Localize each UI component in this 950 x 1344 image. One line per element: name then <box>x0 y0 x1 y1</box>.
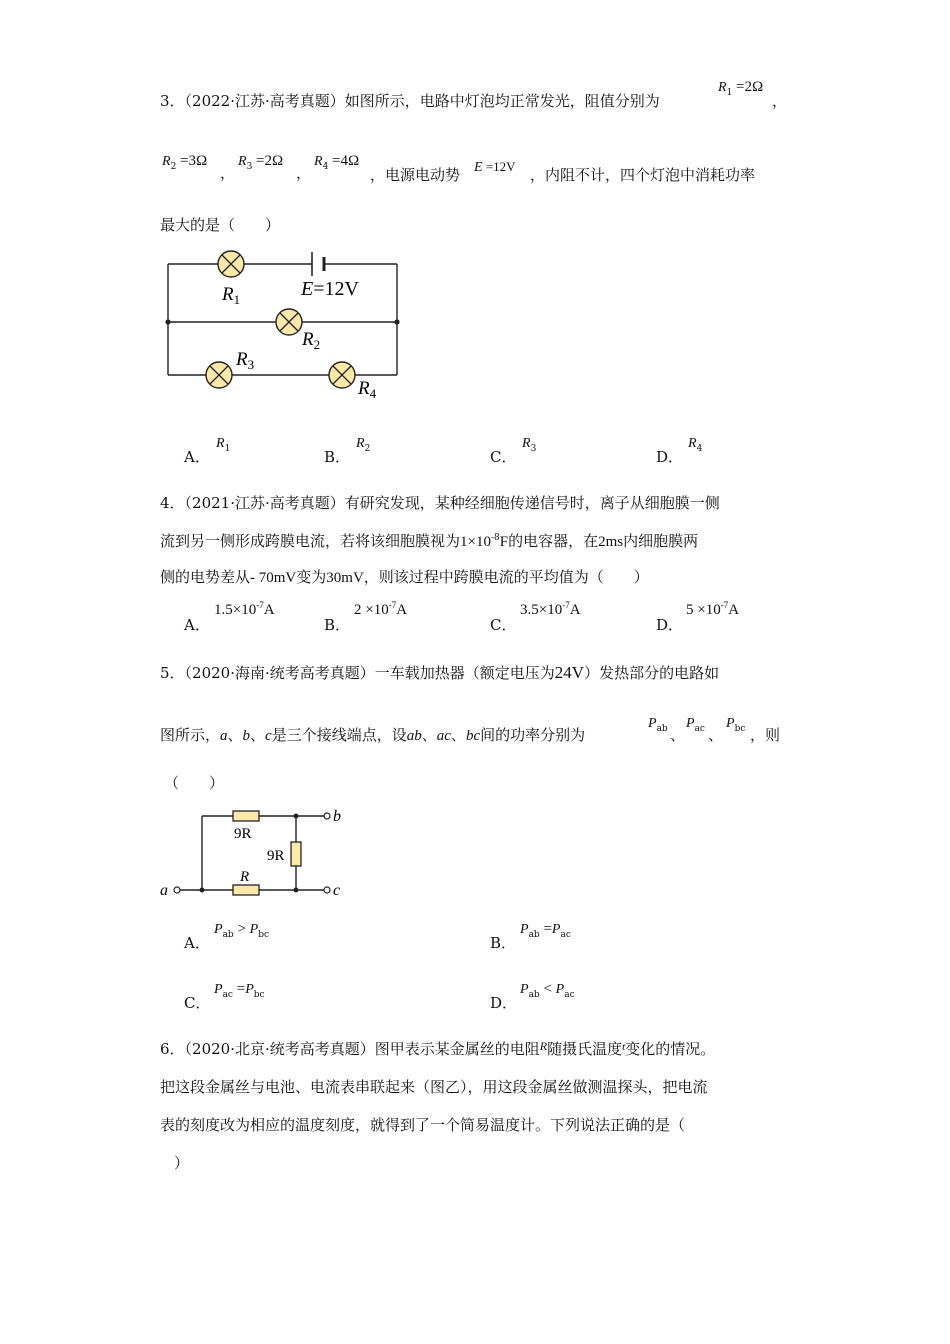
q5-paren: （ ） <box>164 774 225 792</box>
q3-option-b-value: $R_2$ <box>356 436 371 454</box>
q6-line-1: 6．（2020·北京·统考高考真题）图甲表示某金属丝的电阻$^R$随摄氏温度$^t$变化的情况。 <box>160 1039 716 1058</box>
q4-option-a[interactable]: A． <box>184 616 210 634</box>
junction-dot-b <box>294 814 299 819</box>
q3-text-2: ，电源电动势 <box>370 166 461 184</box>
terminal-b-icon <box>324 813 330 819</box>
q6-number: 6． <box>160 1040 185 1058</box>
q6-source: （2020·北京·统考高考真题） <box>184 1040 375 1058</box>
q5-circuit-diagram <box>158 800 358 904</box>
q3-option-a[interactable]: A． <box>184 448 210 466</box>
label-bottom-resistor: R <box>240 869 250 885</box>
q3-r1-value: $R_1 =2\Omega$ <box>718 79 764 98</box>
q3-text-4: 最大的是（ ） <box>160 216 281 234</box>
resistor-right-icon <box>291 842 301 866</box>
label-r2: $R_2$ <box>302 329 321 352</box>
q6-line-4: ） <box>174 1154 190 1172</box>
label-right-resistor: 9R <box>267 848 285 864</box>
label-terminal-b: b <box>333 808 341 825</box>
terminal-c-icon <box>324 887 330 893</box>
q5-option-c[interactable]: C． <box>184 994 211 1012</box>
q5-source: （2020·海南·统考高考真题） <box>184 664 375 682</box>
q5-option-a[interactable]: A． <box>184 934 210 952</box>
q3-option-a-value: $R_1$ <box>216 436 231 454</box>
resistor-top-icon <box>233 811 259 821</box>
q3-text-1: 如图所示，电路中灯泡均正常发光，阻值分别为 <box>344 92 660 110</box>
q3-text-3: ，内阻不计，四个灯泡中消耗功率 <box>530 166 756 184</box>
q4-number: 4． <box>160 494 185 512</box>
q3-option-d-value: $R_4$ <box>688 436 703 454</box>
q5-p-ac: $P_{ac}$ <box>686 716 705 734</box>
q5-line-1: 5．（2020·海南·统考高考真题）一车载加热器（额定电压为24V）发热部分的电路如 <box>160 663 720 682</box>
q4-option-b[interactable]: B． <box>324 616 351 634</box>
q3-comma-2: ， <box>220 164 236 182</box>
q3-comma-3: ， <box>296 164 312 182</box>
q4-option-d-value: $5 \times 10^{-7}A$ <box>686 600 740 618</box>
q3-emf-value: E =12V <box>474 159 516 175</box>
q5-number: 5． <box>160 664 185 682</box>
q3-circuit-diagram <box>160 244 410 404</box>
resistor-bottom-icon <box>233 885 259 895</box>
lamp-r2-icon <box>276 309 302 335</box>
q3-option-c-value: $R_3$ <box>522 436 537 454</box>
q4-source: （2021·江苏·高考真题） <box>184 494 345 512</box>
q3-option-c[interactable]: C． <box>490 448 517 466</box>
q5-option-b[interactable]: B． <box>490 934 517 952</box>
q6-line-2: 把这段金属丝与电池、电流表串联起来（图乙），用这段金属丝做测温探头，把电流 <box>160 1078 708 1096</box>
q5-sep-2: 、 <box>708 726 724 744</box>
q5-option-d[interactable]: D． <box>490 994 518 1012</box>
label-top-resistor: 9R <box>234 826 252 842</box>
label-emf: E=12V <box>301 278 359 300</box>
q4-option-a-value: $1.5\times 10^{-7}A$ <box>214 600 275 618</box>
q3-line-1 <box>160 90 660 112</box>
q3-r2-value: $R_2 =3\Omega$ <box>162 153 208 172</box>
junction-dot-left <box>165 319 170 324</box>
label-terminal-c: c <box>333 882 341 899</box>
label-r4: $R_4$ <box>358 378 377 401</box>
q5-p-bc: $P_{bc}$ <box>726 716 746 734</box>
q3-number: 3． <box>160 92 185 110</box>
q3-option-d[interactable]: D． <box>656 448 684 466</box>
q5-line-2-end: ，则 <box>750 726 781 744</box>
lamp-r1-icon <box>218 251 244 277</box>
q4-line-2: 流到另一侧形成跨膜电流，若将该细胞膜视为$1\times 10^{-8}F$的电容器，在2ms内细胞膜两 <box>160 532 699 550</box>
q4-option-c-value: $3.5\times 10^{-7}A$ <box>520 600 581 618</box>
label-r1: $R_1$ <box>222 284 241 307</box>
label-r3: $R_3$ <box>236 349 255 372</box>
junction-dot-a <box>200 888 205 893</box>
q4-option-d[interactable]: D． <box>656 616 684 634</box>
junction-dot-c <box>294 888 299 893</box>
q4-option-c[interactable]: C． <box>490 616 517 634</box>
junction-dot-right <box>394 319 399 324</box>
q5-option-c-value: $P_{ac} =P_{bc}$ <box>214 981 265 1000</box>
q5-sep-1: 、 <box>670 726 686 744</box>
q5-option-b-value: $P_{ab} =P_{ac}$ <box>520 921 571 940</box>
q3-r4-value: $R_4 =4\Omega$ <box>314 153 360 172</box>
q3-source: （2022·江苏·高考真题） <box>184 92 345 110</box>
q4-option-b-value: $2 \times 10^{-7}A$ <box>354 600 408 618</box>
q5-option-a-value: $P_{ab} > P_{bc}$ <box>214 921 270 940</box>
lamp-r4-icon <box>329 362 355 388</box>
q5-p-ab: $P_{ab}$ <box>648 716 668 734</box>
lamp-r3-icon <box>206 362 232 388</box>
q3-r3-value: $R_3 =2\Omega$ <box>238 153 284 172</box>
q4-line-3: 侧的电势差从- 70mV变为30mV，则该过程中跨膜电流的平均值为（ ） <box>160 568 649 586</box>
q5-option-d-value: $P_{ab} < P_{ac}$ <box>520 981 575 1000</box>
q3-comma-1: ， <box>772 92 788 110</box>
q4-line-1: 4．（2021·江苏·高考真题）有研究发现，某种经细胞传递信号时，离子从细胞膜一侧 <box>160 494 720 512</box>
q5-line-2: 图所示，a、b、c是三个接线端点，设ab、ac、bc间的功率分别为 <box>160 726 586 744</box>
terminal-a-icon <box>174 887 180 893</box>
q6-line-3: 表的刻度改为相应的温度刻度，就得到了一个简易温度计。下列说法正确的是（ <box>160 1116 686 1134</box>
q3-option-b[interactable]: B． <box>324 448 351 466</box>
label-terminal-a: a <box>160 882 168 899</box>
